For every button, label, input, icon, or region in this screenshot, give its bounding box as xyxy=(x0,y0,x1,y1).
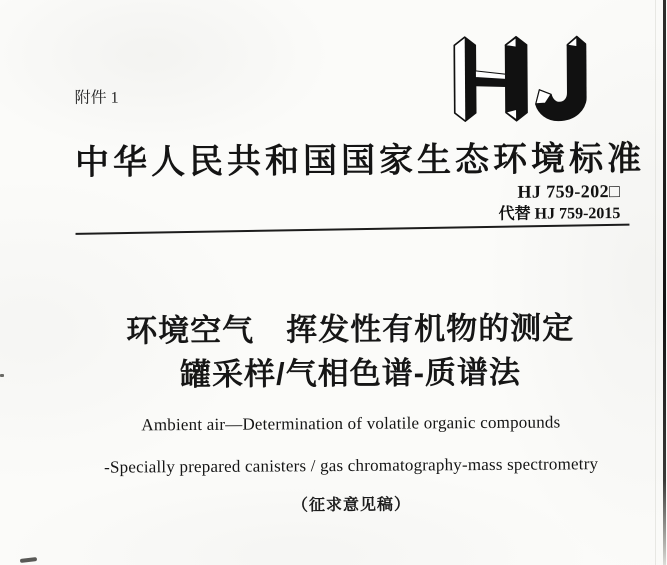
standard-title-cn-line2: 罐采样/气相色谱-质谱法 xyxy=(179,354,522,393)
scan-page-edge-dark-line xyxy=(663,0,666,565)
draft-stage-note: （征求意见稿） xyxy=(291,496,411,515)
national-standard-heading: 中华人民共和国国家生态环境标准 xyxy=(74,140,646,182)
logo-letter-j xyxy=(535,36,586,120)
standard-number-block xyxy=(498,182,620,224)
replaced-standard: 代替 HJ 759-2015 xyxy=(498,204,621,223)
hj-logo-graphic xyxy=(453,35,587,122)
standard-title-en-line1: Ambient air—Determination of volatile organic compounds xyxy=(141,412,561,435)
standard-number: HJ 759-202□ xyxy=(517,181,621,202)
scan-page-edge-faint-line xyxy=(655,0,656,565)
standard-title-en-line2: -Specially prepared canisters / gas chromatography-mass spectrometry xyxy=(104,454,599,477)
standard-title-cn-line1: 环境空气 挥发性有机物的测定 xyxy=(126,310,575,349)
header-divider-rule xyxy=(76,224,630,235)
attachment-label: 附件 1 xyxy=(74,89,119,107)
logo-letter-h xyxy=(454,37,527,121)
scan-speck-left-edge xyxy=(0,374,4,377)
